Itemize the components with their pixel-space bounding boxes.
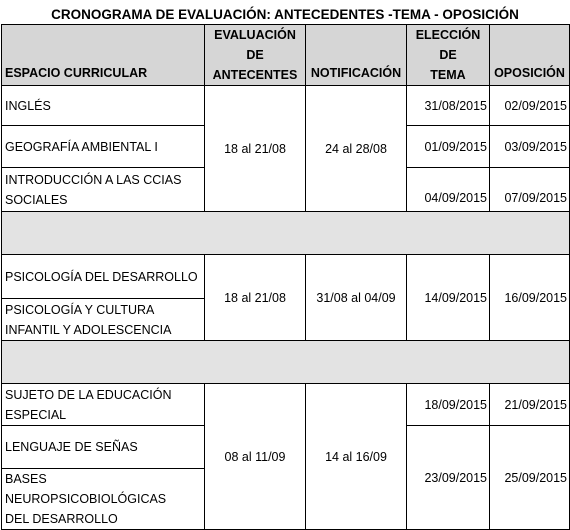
opposition-cell: 07/09/2015 — [490, 168, 570, 212]
opposition-cell: 25/09/2015 — [490, 426, 570, 530]
header-evaluation-line1: EVALUACIÓN — [214, 28, 296, 42]
page-title: CRONOGRAMA DE EVALUACIÓN: ANTECEDENTES -TEMA - OPOSICIÓN — [51, 7, 519, 22]
subject-line2: ESPECIAL — [5, 407, 67, 422]
separator-row — [2, 341, 570, 384]
header-election — [407, 25, 490, 86]
subject-line1: SUJETO DE LA EDUCACIÓN — [5, 387, 172, 402]
election-cell: 04/09/2015 — [407, 168, 490, 212]
header-subject: ESPACIO CURRICULAR — [2, 25, 205, 86]
evaluation-cell: 18 al 21/08 — [205, 86, 306, 212]
evaluation-cell: 18 al 21/08 — [205, 255, 306, 341]
header-evaluation — [205, 25, 306, 86]
subject-line1: INTRODUCCIÓN A LAS CCIAS — [5, 172, 182, 187]
subject-line1: BASES NEUROPSICOBIOLÓGICAS — [5, 472, 167, 506]
evaluation-cell: 08 al 11/09 — [205, 384, 306, 530]
schedule-table — [1, 24, 570, 530]
notification-cell: 31/08 al 04/09 — [306, 255, 407, 341]
subject-line2: INFANTIL Y ADOLESCENCIA — [5, 322, 172, 337]
opposition-cell: 03/09/2015 — [490, 126, 570, 168]
subject-cell — [2, 126, 205, 168]
election-cell: 01/09/2015 — [407, 126, 490, 168]
subject-cell — [2, 86, 205, 126]
separator-cell — [2, 341, 570, 384]
opposition-cell: 21/09/2015 — [490, 384, 570, 426]
header-election-line2: TEMA — [430, 68, 466, 82]
subject-cell — [2, 299, 205, 341]
subject-cell — [2, 384, 205, 426]
subject-cell — [2, 255, 205, 299]
header-evaluation-line2: DE ANTECENTES — [212, 48, 298, 82]
opposition-cell: 16/09/2015 — [490, 255, 570, 341]
subject-line1: PSICOLOGÍA DEL DESARROLLO — [5, 269, 198, 284]
subject-cell — [2, 469, 205, 530]
table-row — [2, 86, 570, 126]
opposition-cell: 02/09/2015 — [490, 86, 570, 126]
header-opposition: OPOSICIÓN — [490, 25, 570, 86]
notification-cell: 14 al 16/09 — [306, 384, 407, 530]
subject-line2: SOCIALES — [5, 192, 68, 207]
subject-line2: DEL DESARROLLO — [5, 512, 118, 526]
table-row — [2, 384, 570, 426]
notification-cell: 24 al 28/08 — [306, 86, 407, 212]
subject-cell — [2, 168, 205, 212]
election-cell: 14/09/2015 — [407, 255, 490, 341]
table-row — [2, 255, 570, 299]
subject-cell — [2, 426, 205, 469]
header-row — [2, 25, 570, 86]
election-cell: 18/09/2015 — [407, 384, 490, 426]
subject-line1: INGLÉS — [5, 98, 51, 113]
subject-line1: LENGUAJE DE SEÑAS — [5, 440, 138, 454]
separator-cell — [2, 212, 570, 255]
subject-line1: PSICOLOGÍA Y CULTURA — [5, 302, 155, 317]
election-cell: 31/08/2015 — [407, 86, 490, 126]
header-election-line1: ELECCIÓN DE — [415, 28, 481, 62]
separator-row — [2, 212, 570, 255]
header-notification: NOTIFICACIÓN — [306, 25, 407, 86]
subject-line1: GEOGRAFÍA AMBIENTAL I — [5, 139, 158, 154]
election-cell: 23/09/2015 — [407, 426, 490, 530]
